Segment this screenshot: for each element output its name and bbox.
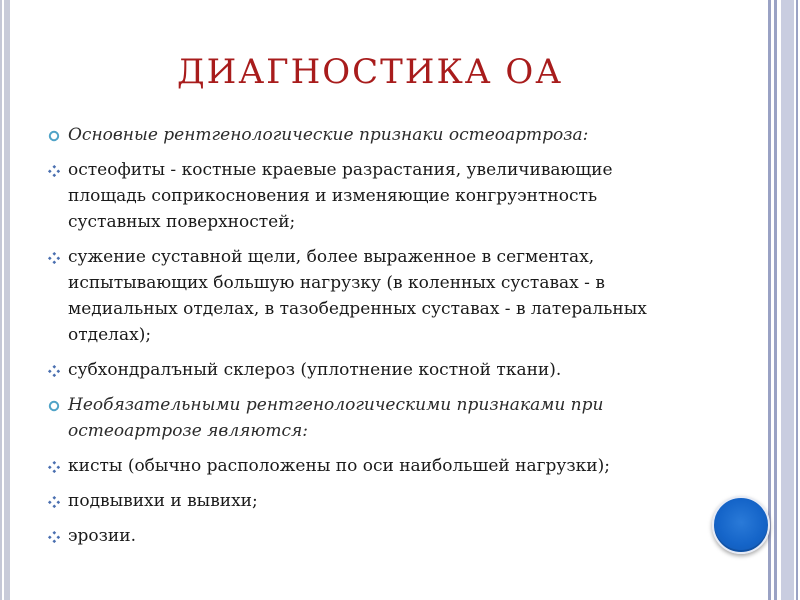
list-item-text: сужение суставной щели, более выраженное в сегментах, испытывающих большую нагрузку (в коленных суставах - в медиальных отделах, в тазобедренных суставах - в латеральных отделах); (68, 247, 647, 345)
list-item (48, 488, 688, 514)
list-item-text: Основные рентгенологические признаки остеоартроза: (68, 125, 589, 145)
diamond-icon (48, 365, 60, 377)
right-decorative-stripes (766, 0, 800, 600)
diamond-icon (48, 252, 60, 264)
ring-icon (48, 130, 60, 142)
list-item-text: подвывихи и вывихи; (68, 491, 258, 511)
list-item-text: субхондралъный склероз (уплотнение костной ткани). (68, 360, 562, 380)
diamond-icon (48, 531, 60, 543)
list-item-text: эрозии. (68, 526, 136, 546)
list-item (48, 357, 688, 383)
diamond-icon (48, 165, 60, 177)
bullet-list (48, 122, 688, 558)
list-item (48, 244, 688, 348)
list-item-text: остеофиты - костные краевые разрастания, увеличивающие площадь соприкосновения и изменяющие конгруэнтность суставных поверхностей; (68, 160, 613, 232)
list-item (48, 453, 688, 479)
diamond-icon (48, 461, 60, 473)
slide-title: ДИАГНОСТИКА ОА (177, 52, 563, 92)
list-item (48, 122, 688, 148)
blue-circle-icon (712, 496, 770, 554)
list-item (48, 157, 688, 235)
diamond-icon (48, 496, 60, 508)
list-item-text: кисты (обычно расположены по оси наибольшей нагрузки); (68, 456, 610, 476)
ring-icon (48, 400, 60, 412)
list-item (48, 392, 688, 444)
list-item (48, 523, 688, 549)
list-item-text: Необязательными рентгенологическими признаками при остеоартрозе являются: (68, 395, 604, 441)
